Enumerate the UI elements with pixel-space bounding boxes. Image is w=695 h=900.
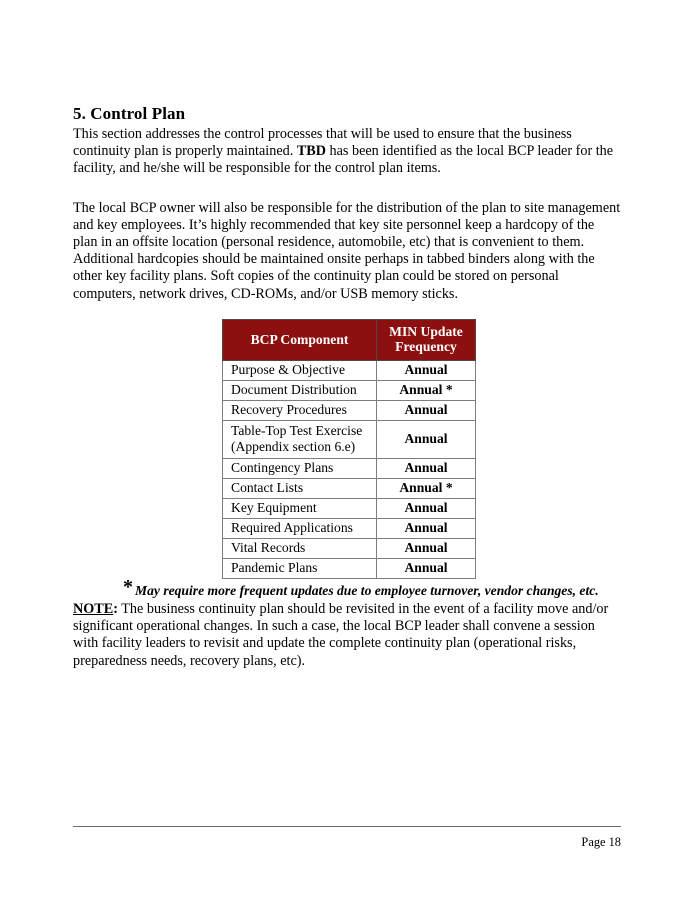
cell-frequency: Annual bbox=[377, 401, 476, 421]
cell-component-line1: Table-Top Test Exercise bbox=[231, 423, 363, 439]
table-row bbox=[223, 459, 476, 479]
page-footer bbox=[73, 826, 621, 849]
cell-frequency: Annual bbox=[377, 539, 476, 559]
note-text: The business continuity plan should be revisited in the event of a facility move and/or significant operational changes. In such a case, the local BCP leader shall convene a session with facility leaders to revisit and update the complete continuity plan (operational risks, preparedness needs, recovery plans, etc). bbox=[73, 601, 609, 669]
footer-divider bbox=[73, 826, 621, 827]
asterisk-icon: * bbox=[123, 576, 133, 599]
cell-component: Pandemic Plans bbox=[223, 559, 377, 579]
cell-frequency: Annual bbox=[377, 559, 476, 579]
page-content bbox=[73, 104, 621, 670]
cell-frequency: Annual bbox=[377, 459, 476, 479]
cell-component: Recovery Procedures bbox=[223, 401, 377, 421]
table-row bbox=[223, 381, 476, 401]
cell-frequency: Annual * bbox=[377, 479, 476, 499]
table-row bbox=[223, 479, 476, 499]
note-colon: : bbox=[113, 601, 118, 618]
table-row bbox=[223, 499, 476, 519]
cell-component: Document Distribution bbox=[223, 381, 377, 401]
cell-component: Required Applications bbox=[223, 519, 377, 539]
paragraph-distribution: The local BCP owner will also be responsible for the distribution of the plan to site management and key employees. It’s highly recommended that key site personnel keep a hardcopy of the plan in an offsite location (personal residence, automobile, etc) that is convenient to them. Additional hardcopies should be maintained onsite perhaps in tabbed binders along with the other key facility plans. Soft copies of the continuity plan could be stored on personal computers, network drives, CD-ROMs, and/or USB memory sticks. bbox=[73, 199, 621, 302]
cell-component: Contingency Plans bbox=[223, 459, 377, 479]
cell-component bbox=[223, 421, 377, 459]
table-footnote-text: May require more frequent updates due to employee turnover, vendor changes, etc. bbox=[135, 583, 599, 599]
table-row bbox=[223, 519, 476, 539]
page-number: Page 18 bbox=[581, 835, 621, 849]
page-title: 5. Control Plan bbox=[73, 104, 186, 123]
bcp-update-frequency-table bbox=[222, 319, 476, 579]
table-spacer bbox=[73, 303, 621, 319]
cell-component: Key Equipment bbox=[223, 499, 377, 519]
cell-component-line2: (Appendix section 6.e) bbox=[231, 439, 356, 455]
cell-component: Purpose & Objective bbox=[223, 361, 377, 381]
note-paragraph bbox=[73, 601, 621, 670]
table-header-row bbox=[223, 319, 476, 360]
cell-component: Vital Records bbox=[223, 539, 377, 559]
paragraph-intro bbox=[73, 126, 621, 178]
table-footnote bbox=[73, 576, 621, 599]
table-header-component: BCP Component bbox=[223, 319, 377, 360]
cell-frequency: Annual bbox=[377, 519, 476, 539]
cell-frequency: Annual bbox=[377, 499, 476, 519]
table-row bbox=[223, 559, 476, 579]
note-label: NOTE bbox=[73, 601, 114, 618]
cell-frequency: Annual bbox=[377, 361, 476, 381]
paragraph-intro-part1: This section addresses the control processes that will be used to ensure that the business continuity plan is properly maintained. bbox=[73, 126, 572, 160]
table-header-frequency-line2: Frequency bbox=[395, 339, 457, 355]
table-header-frequency-line1: MIN Update bbox=[389, 323, 463, 339]
cell-frequency: Annual bbox=[377, 421, 476, 459]
cell-frequency: Annual * bbox=[377, 381, 476, 401]
paragraph-intro-part2: has been identified as the local BCP leader for the facility, and he/she will be responsible for the control plan items. bbox=[73, 143, 614, 177]
paragraph-intro-bold-tbd: TBD bbox=[296, 143, 326, 160]
bcp-table-container bbox=[73, 319, 621, 579]
table-row bbox=[223, 361, 476, 381]
table-header-frequency bbox=[377, 319, 476, 360]
table-row bbox=[223, 401, 476, 421]
table-row bbox=[223, 421, 476, 459]
table-row bbox=[223, 539, 476, 559]
cell-component: Contact Lists bbox=[223, 479, 377, 499]
paragraph-spacer bbox=[73, 178, 621, 200]
